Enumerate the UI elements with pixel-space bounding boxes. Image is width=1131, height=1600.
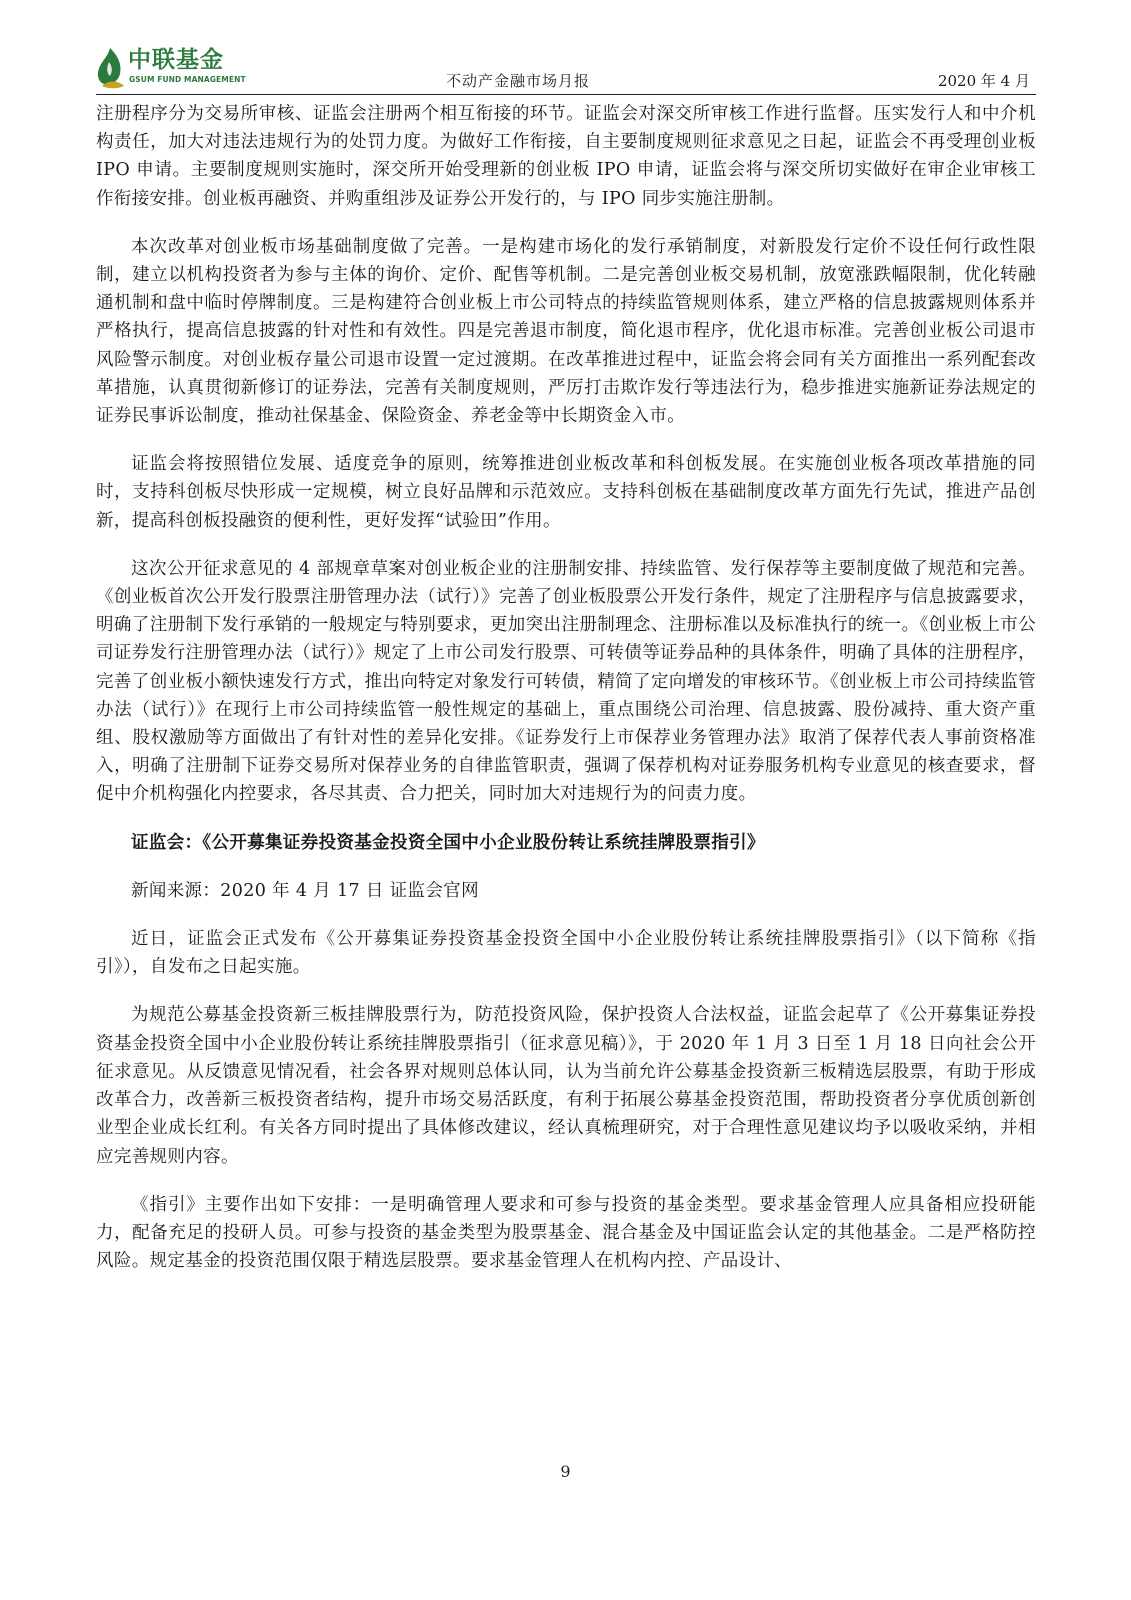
- body-paragraph: 《指引》主要作出如下安排：一是明确管理人要求和可参与投资的基金类型。要求基金管理人应具备相应投研能力，配备充足的投研人员。可参与投资的基金类型为股票基金、混合基金及中国证监会认定的其他基金。二是严格防控风险。规定基金的投资范围仅限于精选层股票。要求基金管理人在机构内控、产品设计、: [96, 1194, 1036, 1272]
- body-paragraph: 近日，证监会正式发布《公开募集证券投资基金投资全国中小企业股份转让系统挂牌股票指引》（以下简称《指引》），自发布之日起实施。: [96, 929, 1036, 978]
- section-heading: 证监会：《公开募集证券投资基金投资全国中小企业股份转让系统挂牌股票指引》: [131, 832, 765, 853]
- logo-english-name: GSUM FUND MANAGEMENT: [129, 75, 246, 84]
- report-title: 不动产金融市场月报: [446, 72, 591, 90]
- body-paragraph: 为规范公募基金投资新三板挂牌股票行为，防范投资风险，保护投资人合法权益，证监会起草了《公开募集证券投资基金投资全国中小企业股份转让系统挂牌股票指引（征求意见稿）》，于 2020 年 1 月 3 日至 1 月 18 日向社会公开征求意见。从反馈意见情况看，社会各界对规则总体认同，认为当前允许公募基金投资新三板精选层股票，有助于形成改革合力，改善新三板投资者结构，提升市场交易活跃度，有利于拓展公募基金投资范围，帮助投资者分享优质创新创业型企业成长红利。有关各方同时提出了具体修改建议，经认真梳理研究，对于合理性意见建议均予以吸收采纳，并相应完善规则内容。: [96, 1005, 1036, 1167]
- report-date: 2020 年 4 月: [937, 72, 1030, 90]
- body-paragraph: 这次公开征求意见的 4 部规章草案对创业板企业的注册制安排、持续监管、发行保荐等主要制度做了规范和完善。《创业板首次公开发行股票注册管理办法（试行）》完善了创业板股票公开发行条件，规定了注册程序与信息披露要求，明确了注册制下发行承销的一般规定与特别要求，更加突出注册制理念、注册标准以及标准执行的统一。《创业板上市公司证券发行注册管理办法（试行）》规定了上市公司发行股票、可转债等证券品种的具体条件，明确了具体的注册程序，完善了创业板小额快速发行方式，推出向特定对象发行可转债，精简了定向增发的审核环节。《创业板上市公司持续监管办法（试行）》在现行上市公司持续监管一般性规定的基础上，重点围绕公司治理、信息披露、股份减持、重大资产重组、股权激励等方面做出了有针对性的差异化安排。《证券发行上市保荐业务管理办法》取消了保荐代表人事前资格准入，明确了注册制下证券交易所对保荐业务的自律监管职责，强调了保荐机构对证券服务机构专业意见的核查要求，督促中介机构强化内控要求，各尽其责、合力把关，同时加大对违规行为的问责力度。: [96, 558, 1036, 805]
- page-header: [96, 40, 1036, 95]
- news-source: 新闻来源：2020 年 4 月 17 日 证监会官网: [131, 880, 479, 901]
- flame-logo-icon: [96, 46, 126, 90]
- company-logo: [96, 44, 246, 92]
- body-paragraph: 注册程序分为交易所审核、证监会注册两个相互衔接的环节。证监会对深交所审核工作进行监督。压实发行人和中介机构责任，加大对违法违规行为的处罚力度。为做好工作衔接，自主要制度规则征求意见之日起，证监会不再受理创业板 IPO 申请。主要制度规则实施时，深交所开始受理新的创业板 IPO 申请，证监会将与深交所切实做好在审企业审核工作衔接安排。创业板再融资、并购重组涉及证券公开发行的，与 IPO 同步实施注册制。: [96, 104, 1036, 209]
- body-paragraph: 本次改革对创业板市场基础制度做了完善。一是构建市场化的发行承销制度，对新股发行定价不设任何行政性限制，建立以机构投资者为参与主体的询价、定价、配售等机制。二是完善创业板交易机制，放宽涨跌幅限制，优化转融通机制和盘中临时停牌制度。三是构建符合创业板上市公司特点的持续监管规则体系，建立严格的信息披露规则体系并严格执行，提高信息披露的针对性和有效性。四是完善退市制度，简化退市程序，优化退市标准。完善创业板公司退市风险警示制度。对创业板存量公司退市设置一定过渡期。在改革推进过程中，证监会将会同有关方面推出一系列配套改革措施，认真贯彻新修订的证券法，完善有关制度规则，严厉打击欺诈发行等违法行为，稳步推进实施新证券法规定的证券民事诉讼制度，推动社保基金、保险资金、养老金等中长期资金入市。: [96, 236, 1036, 427]
- body-paragraph: 证监会将按照错位发展、适度竞争的原则，统筹推进创业板改革和科创板发展。在实施创业板各项改革措施的同时，支持科创板尽快形成一定规模，树立良好品牌和示范效应。支持科创板在基础制度改革方面先行先试，推进产品创新，提高科创板投融资的便利性，更好发挥“试验田”作用。: [96, 454, 1036, 531]
- page-number: 9: [560, 1462, 571, 1481]
- logo-chinese-name: 中联基金: [128, 47, 224, 73]
- page-body: [96, 100, 1036, 1275]
